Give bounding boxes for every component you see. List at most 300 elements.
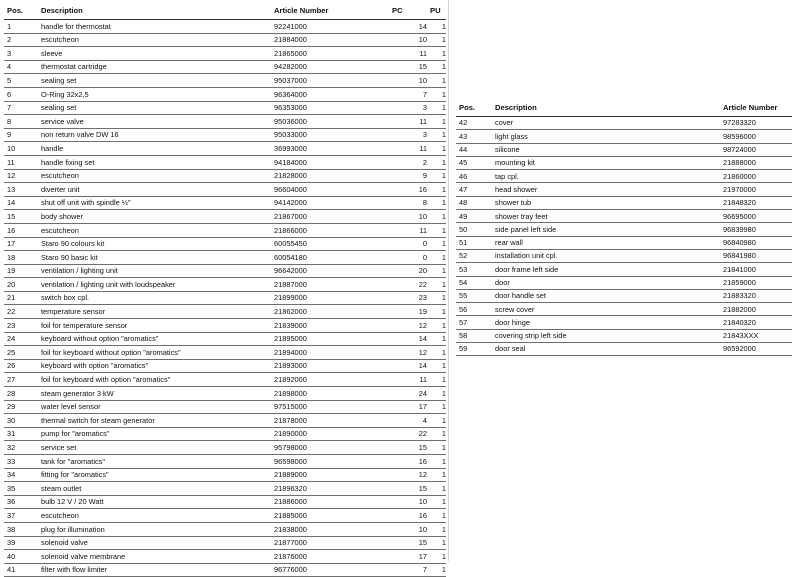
cell-description: escutcheon (38, 509, 271, 523)
cell-pu: 1 (427, 346, 446, 360)
table-row (4, 237, 446, 251)
cell-pu: 1 (427, 536, 446, 550)
cell-pu: 1 (427, 319, 446, 333)
cell-description: shut off unit with spindle ½" (38, 196, 271, 210)
cell-pc: 3 (389, 128, 427, 142)
cell-pos: 2 (4, 33, 38, 47)
cell-description: tank for "aromatics" (38, 455, 271, 469)
cell-pos: 30 (4, 414, 38, 428)
table-row (456, 117, 792, 130)
cell-pc: 22 (389, 427, 427, 441)
cell-pos: 33 (4, 455, 38, 469)
cell-pos: 29 (4, 400, 38, 414)
cell-pc: 8 (389, 196, 427, 210)
cell-description: rear wall (492, 236, 720, 249)
cell-pu: 1 (427, 332, 446, 346)
cell-pu: 1 (427, 414, 446, 428)
cell-description: foil for temperature sensor (38, 319, 271, 333)
header-pc: PC (389, 3, 427, 20)
cell-pos: 55 (456, 289, 492, 302)
cell-article-number: 96841980 (720, 249, 792, 262)
cell-pc: 14 (389, 359, 427, 373)
cell-article-number: 21848320 (720, 196, 792, 209)
cell-pc: 11 (389, 142, 427, 156)
cell-article-number: 94184000 (271, 155, 389, 169)
cell-pu: 1 (427, 455, 446, 469)
cell-article-number: 21888000 (720, 156, 792, 169)
cell-article-number: 21890000 (271, 427, 389, 441)
cell-article-number: 94142000 (271, 196, 389, 210)
cell-pu: 1 (427, 291, 446, 305)
table-row (4, 550, 446, 564)
cell-pu: 1 (427, 115, 446, 129)
cell-pos: 42 (456, 117, 492, 130)
cell-description: handle fixing set (38, 155, 271, 169)
cell-pu: 1 (427, 183, 446, 197)
cell-article-number: 96839980 (720, 223, 792, 236)
cell-article-number: 60055450 (271, 237, 389, 251)
cell-description: door handle set (492, 289, 720, 302)
table-row (4, 183, 446, 197)
cell-pos: 48 (456, 196, 492, 209)
cell-description: escutcheon (38, 223, 271, 237)
cell-pos: 41 (4, 563, 38, 577)
table-row (456, 170, 792, 183)
cell-description: Staro 90 colours kit (38, 237, 271, 251)
table-row (4, 522, 446, 536)
cell-pu: 1 (427, 359, 446, 373)
cell-pu: 1 (427, 550, 446, 564)
cell-description: covering strip left side (492, 329, 720, 342)
cell-description: door (492, 276, 720, 289)
cell-article-number: 96353000 (271, 101, 389, 115)
parts-table-right (456, 99, 792, 356)
cell-pc: 16 (389, 455, 427, 469)
cell-description: sleeve (38, 47, 271, 61)
cell-pos: 24 (4, 332, 38, 346)
cell-pos: 25 (4, 346, 38, 360)
cell-article-number: 21838000 (271, 522, 389, 536)
cell-article-number: 21841000 (720, 263, 792, 276)
cell-description: solenoid valve (38, 536, 271, 550)
cell-pc: 4 (389, 414, 427, 428)
cell-pc: 17 (389, 400, 427, 414)
cell-pos: 51 (456, 236, 492, 249)
cell-pos: 3 (4, 47, 38, 61)
cell-article-number: 95037000 (271, 74, 389, 88)
cell-pos: 23 (4, 319, 38, 333)
cell-description: tap cpl. (492, 170, 720, 183)
cell-article-number: 97515000 (271, 400, 389, 414)
table-row (4, 169, 446, 183)
cell-description: thermostat cartridge (38, 60, 271, 74)
cell-description: steam generator 3 kW (38, 387, 271, 401)
cell-description: door hinge (492, 316, 720, 329)
header-article-number: Article Number (271, 3, 389, 20)
cell-description: non return valve DW 16 (38, 128, 271, 142)
cell-pos: 28 (4, 387, 38, 401)
cell-description: sealing set (38, 74, 271, 88)
cell-pu: 1 (427, 155, 446, 169)
cell-article-number: 96776000 (271, 563, 389, 577)
cell-pos: 6 (4, 87, 38, 101)
table-row (4, 223, 446, 237)
cell-description: service valve (38, 115, 271, 129)
cell-pos: 9 (4, 128, 38, 142)
cell-pc: 2 (389, 155, 427, 169)
header-pu: PU (427, 3, 446, 20)
cell-pu: 1 (427, 305, 446, 319)
table-row (4, 47, 446, 61)
cell-pu: 1 (427, 278, 446, 292)
cell-article-number: 21866000 (271, 223, 389, 237)
table-row (456, 183, 792, 196)
cell-pc: 15 (389, 536, 427, 550)
cell-pc: 11 (389, 115, 427, 129)
cell-pos: 26 (4, 359, 38, 373)
table-row (4, 264, 446, 278)
cell-pc: 15 (389, 60, 427, 74)
cell-pc: 24 (389, 387, 427, 401)
cell-pu: 1 (427, 101, 446, 115)
cell-pc: 10 (389, 495, 427, 509)
cell-pos: 21 (4, 291, 38, 305)
table-row (4, 414, 446, 428)
cell-article-number: 96695000 (720, 210, 792, 223)
cell-pc: 3 (389, 101, 427, 115)
cell-article-number: 95033000 (271, 128, 389, 142)
header-article-number: Article Number (720, 99, 792, 117)
cell-pc: 11 (389, 373, 427, 387)
cell-description: service set (38, 441, 271, 455)
table-row (456, 263, 792, 276)
cell-pu: 1 (427, 47, 446, 61)
cell-pc: 9 (389, 169, 427, 183)
cell-pc: 16 (389, 509, 427, 523)
cell-pu: 1 (427, 142, 446, 156)
cell-pc: 10 (389, 210, 427, 224)
cell-article-number: 21893000 (271, 359, 389, 373)
cell-description: temperature sensor (38, 305, 271, 319)
cell-pos: 11 (4, 155, 38, 169)
cell-article-number: 21877000 (271, 536, 389, 550)
cell-pos: 14 (4, 196, 38, 210)
cell-pu: 1 (427, 522, 446, 536)
cell-pos: 31 (4, 427, 38, 441)
cell-pu: 1 (427, 20, 446, 34)
cell-pu: 1 (427, 196, 446, 210)
cell-pu: 1 (427, 264, 446, 278)
table-row (4, 20, 446, 34)
cell-pu: 1 (427, 373, 446, 387)
cell-description: O-Ring 32x2,5 (38, 87, 271, 101)
table-row (456, 329, 792, 342)
cell-article-number: 92241000 (271, 20, 389, 34)
cell-description: handle for thermostat (38, 20, 271, 34)
cell-article-number: 96364000 (271, 87, 389, 101)
cell-pc: 12 (389, 468, 427, 482)
cell-article-number: 96592000 (720, 343, 792, 356)
cell-pos: 38 (4, 522, 38, 536)
table-row (4, 87, 446, 101)
cell-description: shower tray feet (492, 210, 720, 223)
table-row (4, 536, 446, 550)
cell-pos: 7 (4, 101, 38, 115)
cell-description: ventilation / lighting unit (38, 264, 271, 278)
cell-description: cover (492, 117, 720, 130)
cell-article-number: 21898000 (271, 387, 389, 401)
cell-description: keyboard with option "aromatics" (38, 359, 271, 373)
cell-description: mounting kit (492, 156, 720, 169)
cell-article-number: 21883320 (720, 289, 792, 302)
cell-pc: 19 (389, 305, 427, 319)
cell-pos: 53 (456, 263, 492, 276)
cell-pos: 39 (4, 536, 38, 550)
cell-description: plug for illumination (38, 522, 271, 536)
cell-pc: 14 (389, 332, 427, 346)
cell-description: silicone (492, 143, 720, 156)
cell-pu: 1 (427, 251, 446, 265)
parts-table-left (4, 3, 446, 577)
cell-article-number: 21884000 (271, 33, 389, 47)
cell-pc: 17 (389, 550, 427, 564)
cell-pos: 12 (4, 169, 38, 183)
cell-description: solenoid valve membrane (38, 550, 271, 564)
cell-article-number: 21895000 (271, 332, 389, 346)
cell-article-number: 96604000 (271, 183, 389, 197)
cell-pu: 1 (427, 563, 446, 577)
cell-pos: 19 (4, 264, 38, 278)
cell-article-number: 21867000 (271, 210, 389, 224)
cell-pc: 0 (389, 251, 427, 265)
table-row (4, 291, 446, 305)
cell-pos: 34 (4, 468, 38, 482)
table-row (456, 223, 792, 236)
table-row (4, 468, 446, 482)
cell-description: screw cover (492, 303, 720, 316)
table-row (456, 249, 792, 262)
table-row (4, 359, 446, 373)
table-row (4, 495, 446, 509)
cell-pu: 1 (427, 387, 446, 401)
table-row (4, 563, 446, 577)
cell-description: handle (38, 142, 271, 156)
table-row (456, 196, 792, 209)
header-description: Description (38, 3, 271, 20)
cell-article-number: 21970000 (720, 183, 792, 196)
cell-pos: 49 (456, 210, 492, 223)
cell-article-number: 21865000 (271, 47, 389, 61)
cell-description: pump for "aromatics" (38, 427, 271, 441)
cell-article-number: 21882000 (720, 303, 792, 316)
cell-pos: 16 (4, 223, 38, 237)
cell-pu: 1 (427, 482, 446, 496)
cell-article-number: 98724000 (720, 143, 792, 156)
cell-article-number: 96598000 (271, 455, 389, 469)
table-row (456, 276, 792, 289)
table-row (4, 128, 446, 142)
cell-article-number: 21899000 (271, 291, 389, 305)
table-row (4, 482, 446, 496)
table-header-row (456, 99, 792, 117)
cell-pos: 5 (4, 74, 38, 88)
cell-article-number: 94282000 (271, 60, 389, 74)
cell-pos: 40 (4, 550, 38, 564)
cell-article-number: 96840980 (720, 236, 792, 249)
cell-pc: 20 (389, 264, 427, 278)
cell-article-number: 21894000 (271, 346, 389, 360)
table-row (4, 196, 446, 210)
table-row (4, 400, 446, 414)
cell-description: diverter unit (38, 183, 271, 197)
table-header-row (4, 3, 446, 20)
cell-pos: 18 (4, 251, 38, 265)
cell-pos: 17 (4, 237, 38, 251)
table-row (4, 155, 446, 169)
cell-description: water level sensor (38, 400, 271, 414)
cell-description: body shower (38, 210, 271, 224)
cell-article-number: 21839000 (271, 319, 389, 333)
cell-pc: 14 (389, 20, 427, 34)
table-row (4, 387, 446, 401)
cell-article-number: 21892000 (271, 373, 389, 387)
cell-description: escutcheon (38, 33, 271, 47)
table-row (4, 427, 446, 441)
cell-article-number: 21862000 (271, 305, 389, 319)
table-row (4, 509, 446, 523)
cell-pos: 10 (4, 142, 38, 156)
table-row (456, 130, 792, 143)
cell-pc: 15 (389, 482, 427, 496)
cell-article-number: 21889000 (271, 468, 389, 482)
cell-pos: 54 (456, 276, 492, 289)
cell-pos: 32 (4, 441, 38, 455)
cell-description: escutcheon (38, 169, 271, 183)
table-row (4, 115, 446, 129)
cell-pos: 45 (456, 156, 492, 169)
cell-description: bulb 12 V / 20 Watt (38, 495, 271, 509)
cell-description: shower tub (492, 196, 720, 209)
cell-description: filter with flow limiter (38, 563, 271, 577)
cell-pos: 8 (4, 115, 38, 129)
cell-pos: 15 (4, 210, 38, 224)
cell-pc: 10 (389, 74, 427, 88)
cell-article-number: 21886000 (271, 495, 389, 509)
table-row (4, 101, 446, 115)
cell-article-number: 21887000 (271, 278, 389, 292)
cell-article-number: 21859000 (720, 276, 792, 289)
cell-pc: 22 (389, 278, 427, 292)
table-row (4, 332, 446, 346)
page-edge-line (448, 0, 449, 561)
cell-pu: 1 (427, 495, 446, 509)
cell-pc: 7 (389, 563, 427, 577)
cell-article-number: 96642000 (271, 264, 389, 278)
cell-pu: 1 (427, 169, 446, 183)
table-row (4, 305, 446, 319)
cell-article-number: 21878000 (271, 414, 389, 428)
cell-pos: 1 (4, 20, 38, 34)
cell-pos: 22 (4, 305, 38, 319)
cell-pos: 50 (456, 223, 492, 236)
cell-pu: 1 (427, 128, 446, 142)
cell-description: door seal (492, 343, 720, 356)
cell-pc: 0 (389, 237, 427, 251)
cell-description: foil for keyboard with option "aromatics" (38, 373, 271, 387)
cell-description: steam outlet (38, 482, 271, 496)
table-row (4, 373, 446, 387)
cell-pu: 1 (427, 210, 446, 224)
cell-description: sealing set (38, 101, 271, 115)
cell-pos: 52 (456, 249, 492, 262)
cell-pos: 57 (456, 316, 492, 329)
table-row (456, 343, 792, 356)
table-row (4, 33, 446, 47)
cell-pos: 37 (4, 509, 38, 523)
cell-pos: 36 (4, 495, 38, 509)
cell-pos: 46 (456, 170, 492, 183)
cell-pc: 23 (389, 291, 427, 305)
cell-pu: 1 (427, 87, 446, 101)
table-row (4, 210, 446, 224)
cell-pc: 16 (389, 183, 427, 197)
header-pos: Pos. (456, 99, 492, 117)
cell-pu: 1 (427, 509, 446, 523)
table-row (456, 316, 792, 329)
cell-pu: 1 (427, 223, 446, 237)
cell-pos: 35 (4, 482, 38, 496)
cell-description: keyboard without option "aromatics" (38, 332, 271, 346)
cell-pc: 10 (389, 522, 427, 536)
cell-pos: 27 (4, 373, 38, 387)
cell-pos: 59 (456, 343, 492, 356)
cell-article-number: 95798000 (271, 441, 389, 455)
cell-pos: 56 (456, 303, 492, 316)
table-row (4, 251, 446, 265)
cell-description: door frame left side (492, 263, 720, 276)
cell-pos: 58 (456, 329, 492, 342)
cell-pu: 1 (427, 33, 446, 47)
table-row (4, 60, 446, 74)
cell-description: fitting for "aromatics" (38, 468, 271, 482)
cell-pc: 11 (389, 47, 427, 61)
cell-pos: 43 (456, 130, 492, 143)
cell-article-number: 21885000 (271, 509, 389, 523)
cell-article-number: 21840320 (720, 316, 792, 329)
table-row (4, 278, 446, 292)
cell-pos: 13 (4, 183, 38, 197)
cell-article-number: 60054180 (271, 251, 389, 265)
table-row (456, 156, 792, 169)
cell-description: foil for keyboard without option "aromatics" (38, 346, 271, 360)
table-row (4, 346, 446, 360)
cell-description: installation unit cpl. (492, 249, 720, 262)
table-row (456, 210, 792, 223)
cell-article-number: 21896320 (271, 482, 389, 496)
cell-pu: 1 (427, 441, 446, 455)
cell-description: Staro 90 basic kit (38, 251, 271, 265)
cell-article-number: 21876000 (271, 550, 389, 564)
cell-description: light glass (492, 130, 720, 143)
table-row (456, 143, 792, 156)
cell-pos: 4 (4, 60, 38, 74)
cell-pu: 1 (427, 237, 446, 251)
cell-article-number: 21843XXX (720, 329, 792, 342)
cell-article-number: 97283320 (720, 117, 792, 130)
cell-article-number: 95036000 (271, 115, 389, 129)
cell-pu: 1 (427, 468, 446, 482)
cell-description: thermal switch for steam generator (38, 414, 271, 428)
